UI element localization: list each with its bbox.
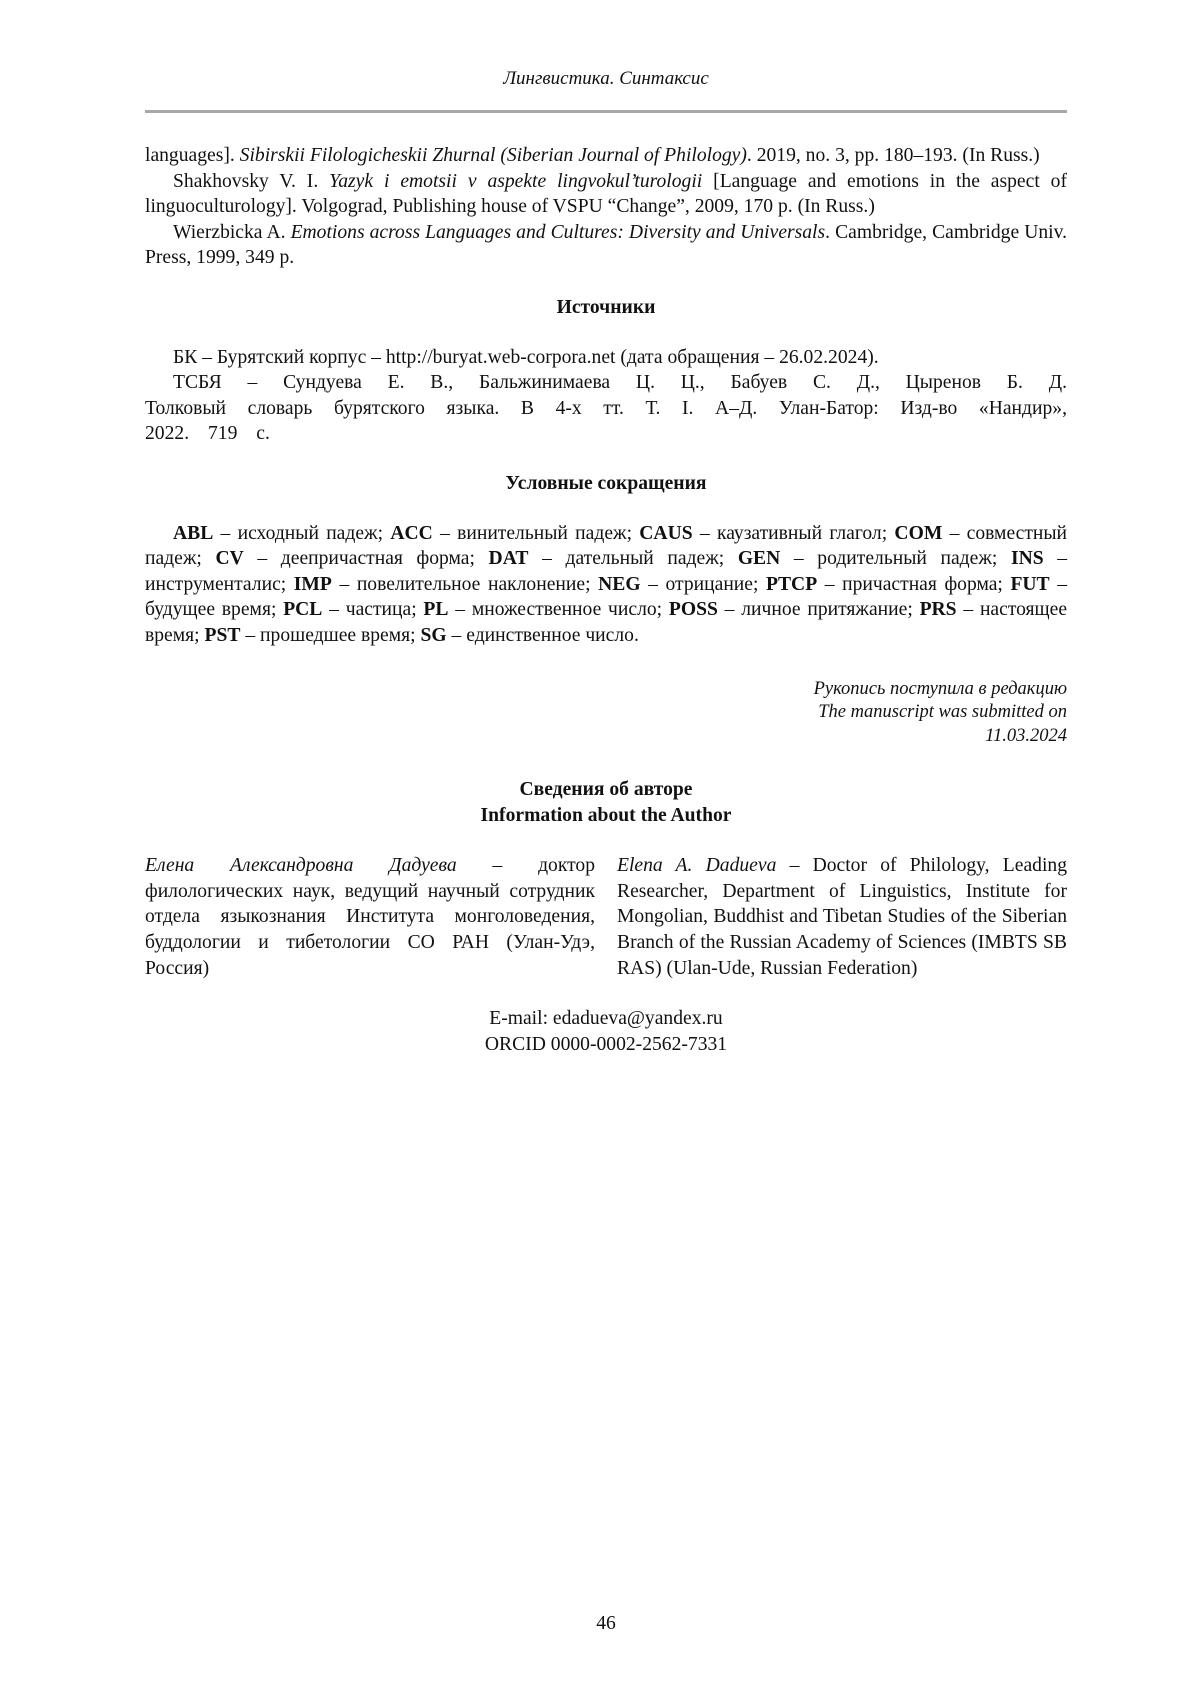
abbreviation-description: каузативный глагол — [716, 522, 882, 544]
abbreviation-description: единственное число — [466, 624, 634, 646]
reference-item: Wierzbicka A. Emotions across Languages and Cultures: Diversity and Universals. Cambridge, Cambridge Univ. Press, 1999, 349 p. — [145, 221, 1068, 269]
abbreviation-description: настоящее время — [145, 599, 1068, 646]
running-title: Лингвистика. Синтаксис — [503, 68, 709, 89]
source-item: БК – Бурятский корпус – http://buryat.web-corpora.net (дата обращения – 26.02.2024). — [173, 346, 879, 368]
abbreviation-code: PCL — [283, 599, 323, 621]
source-item: ТСБЯ – Сундуева Е. В., Бальжинимаева Ц. Ц., Бабуев С. Д., Цыренов Б. Д. Толковый словарь бурятского языка. В 4-х тт. Т. I. А–Д. Улан-Батор: Изд-во «Нандир», 2022. 719 с. — [145, 372, 1067, 445]
submission-line-ru: Рукопись поступила в редакцию — [813, 678, 1067, 699]
submission-date: 11.03.2024 — [985, 725, 1067, 746]
abbreviation-description: инструменталис — [145, 573, 281, 595]
author-orcid[interactable]: ORCID 0000-0002-2562-7331 — [484, 1033, 728, 1055]
abbreviation-description: деепричастная форма — [280, 548, 470, 570]
abbreviation-description: частица — [345, 599, 412, 621]
abbreviation-code: FUT — [1010, 573, 1050, 595]
abbreviation-code: SG — [420, 624, 447, 646]
abbreviation-description: совместный падеж — [145, 522, 1068, 570]
sources-heading: Источники — [556, 296, 656, 318]
abbreviation-code: IMP — [293, 573, 332, 595]
abbreviation-code: CV — [215, 548, 244, 570]
author-info-ru: Елена Александровна Дадуева – доктор филологических наук, ведущий научный сотрудник отдела языкознания Института монголоведения, буддологии и тибетологии СО РАН (Улан-Удэ, Россия) — [145, 855, 595, 979]
abbreviation-code: INS — [1010, 548, 1044, 570]
author-contact — [145, 1006, 1067, 1057]
abbreviation-code: PST — [204, 624, 241, 646]
abbreviation-code: ACC — [390, 522, 433, 544]
abbreviation-description: повелительное наклонение — [356, 573, 586, 595]
page-number: 46 — [596, 1613, 616, 1634]
author-heading-ru: Сведения об авторе — [519, 779, 693, 800]
abbreviations-heading: Условные сокращения — [505, 472, 707, 494]
abbreviation-description: множественное число — [471, 599, 657, 621]
abbreviation-description: винительный падеж — [457, 522, 627, 544]
abbreviation-code: PTCP — [766, 573, 818, 595]
submission-note — [145, 678, 1067, 749]
reference-item: Shakhovsky V. I. Yazyk i emotsii v aspekte lingvokul’turologii [Language and emotions in the aspect of linguoculturology]. Volgograd, Publishing house of VSPU “Change”, 2009, 170 p. (In Russ.) — [145, 170, 1067, 218]
abbreviation-code: PL — [423, 599, 449, 621]
submission-line-en: The manuscript was submitted on — [818, 702, 1067, 722]
abbreviation-description: родительный падеж — [817, 548, 992, 570]
author-info-columns — [145, 853, 1067, 981]
reference-item: languages]. Sibirskii Filologicheskii Zhurnal (Siberian Journal of Philology). 2019, no. 3, pp. 180–193. (In Russ.) — [145, 145, 1040, 166]
author-info-en: Elena A. Dadueva – Doctor of Philology, Leading Researcher, Department of Linguistics, Institute for Mongolian, Buddhist and Tibetan Studies of the Siberian Branch of the Russian Academy of Sciences (IMBTS SB RAS) (Ulan-Ude, Russian Federation) — [617, 855, 1067, 979]
abbreviation-code: ABL — [173, 522, 214, 544]
abbreviation-description: будущее время — [145, 599, 271, 621]
abbreviation-description: отрицание — [665, 573, 753, 595]
abbreviation-code: DAT — [488, 548, 529, 570]
author-email[interactable]: E-mail: edadueva@yandex.ru — [489, 1008, 723, 1030]
abbreviation-description: личное притяжание — [741, 599, 908, 621]
abbreviation-description: дательный падеж — [565, 548, 719, 570]
abbreviations-list: ABL – исходный падеж; ACC – винительный падеж; CAUS – каузативный глагол; COM – совместный падеж; CV – деепричастная форма; DAT – дательный падеж; GEN – родительный падеж; INS – инструменталис; IMP – повелительное наклонение; NEG – отрицание; PTCP – причастная форма; FUT – будущее время; PCL – частица; PL – множественное число; POSS – личное притяжание; PRS – настоящее время; PST – прошедшее время; SG – единственное число. — [145, 522, 1068, 646]
abbreviation-code: CAUS — [639, 522, 693, 544]
abbreviation-code: GEN — [737, 548, 781, 570]
page-body — [145, 143, 1067, 1057]
abbreviation-description: исходный падеж — [237, 522, 378, 544]
abbreviation-code: PRS — [919, 599, 957, 621]
abbreviation-description: прошедшее время — [260, 624, 411, 646]
header-rule — [145, 110, 1067, 113]
abbreviation-code: POSS — [668, 599, 718, 621]
abbreviation-description: причастная форма — [842, 573, 998, 595]
abbreviation-code: COM — [894, 522, 943, 544]
author-heading-en: Information about the Author — [480, 804, 732, 826]
abbreviation-code: NEG — [598, 573, 641, 595]
